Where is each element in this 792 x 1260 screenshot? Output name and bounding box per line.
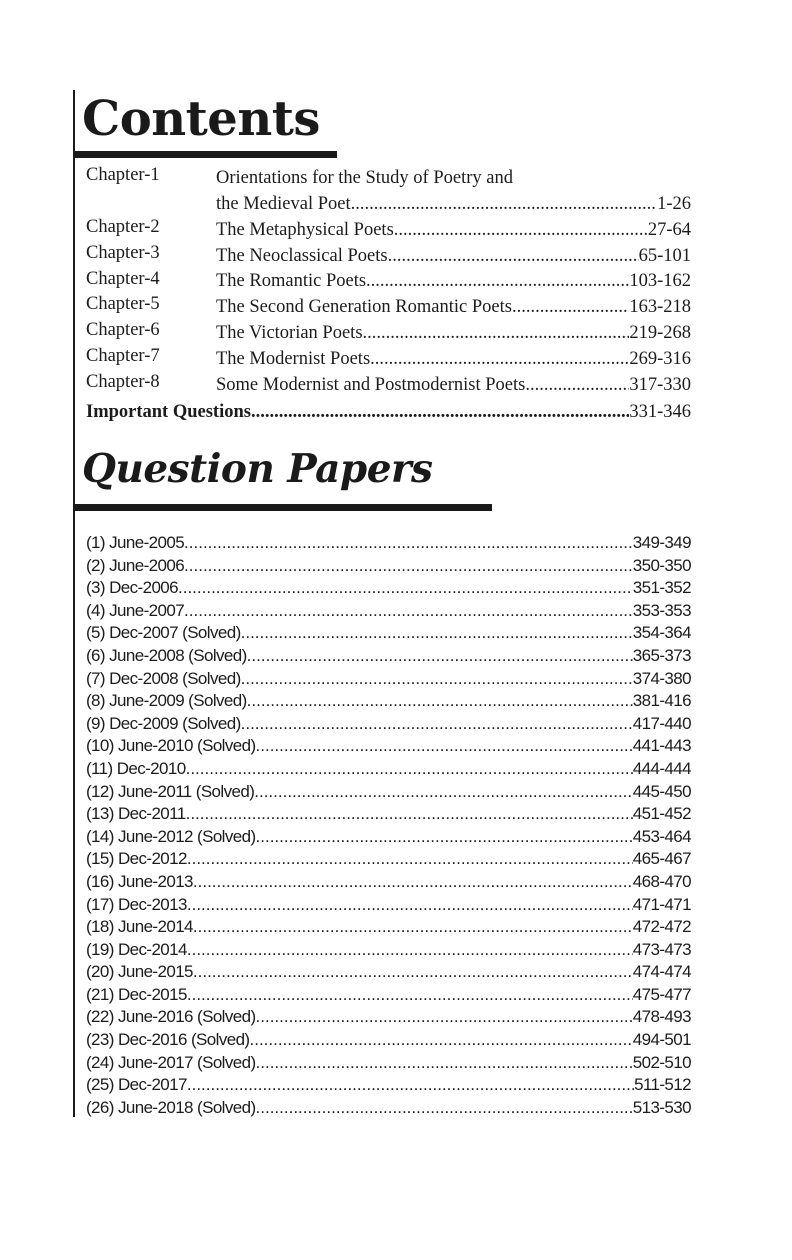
question-paper-pages: 474-474 xyxy=(632,962,691,982)
chapter-label: Chapter-3 xyxy=(86,242,160,263)
chapter-title-block xyxy=(216,241,691,267)
chapter-title-block xyxy=(216,370,691,396)
important-questions-label: Important Questions xyxy=(86,402,251,422)
dot-leader xyxy=(363,323,630,344)
question-paper-entry[interactable] xyxy=(86,779,691,802)
chapter-title-block xyxy=(216,344,691,370)
dot-leader xyxy=(187,1075,634,1095)
question-paper-label: (22) June-2016 (Solved) xyxy=(86,1007,256,1027)
question-paper-label: (6) June-2008 (Solved) xyxy=(86,645,247,665)
chapter-title: The Victorian Poets xyxy=(216,323,363,344)
chapter-title-block xyxy=(216,318,691,344)
question-paper-label: (21) Dec-2015 xyxy=(86,984,187,1004)
question-paper-entry[interactable] xyxy=(86,666,691,689)
chapter-title: Orientations for the Study of Poetry and xyxy=(216,167,513,188)
question-paper-pages: 502-510 xyxy=(632,1052,691,1072)
dot-leader xyxy=(178,578,633,598)
dot-leader xyxy=(256,1053,633,1073)
question-paper-label: (9) Dec-2009 (Solved) xyxy=(86,713,241,733)
question-paper-label: (15) Dec-2012 xyxy=(86,849,187,869)
question-paper-pages: 441-443 xyxy=(632,736,691,756)
chapter-title: The Neoclassical Poets xyxy=(216,245,388,266)
dot-leader xyxy=(187,940,633,960)
chapter-title-line xyxy=(216,215,691,241)
chapter-entry[interactable] xyxy=(86,292,691,318)
question-paper-label: (2) June-2006 xyxy=(86,555,185,575)
question-paper-label: (19) Dec-2014 xyxy=(86,939,187,959)
chapter-title-line xyxy=(216,241,691,267)
question-paper-label: (20) June-2015 xyxy=(86,962,193,982)
question-paper-entry[interactable] xyxy=(86,621,691,644)
question-paper-entry[interactable] xyxy=(86,937,691,960)
dot-leader xyxy=(184,601,633,621)
dot-leader xyxy=(187,849,633,869)
question-paper-entry[interactable] xyxy=(86,576,691,599)
question-paper-entry[interactable] xyxy=(86,982,691,1005)
chapter-title-line xyxy=(216,163,691,189)
chapter-title-line xyxy=(216,189,691,215)
question-paper-pages: 349-349 xyxy=(632,533,691,552)
question-paper-pages: 350-350 xyxy=(632,555,691,575)
dot-leader xyxy=(251,402,629,423)
question-paper-pages: 478-493 xyxy=(632,1007,691,1027)
chapter-pages: 65-101 xyxy=(638,245,691,266)
chapter-title-block xyxy=(216,292,691,318)
question-paper-pages: 494-501 xyxy=(632,1030,691,1050)
question-paper-label: (17) Dec-2013 xyxy=(86,894,187,914)
question-paper-entry[interactable] xyxy=(86,869,691,892)
dot-leader xyxy=(247,691,633,711)
dot-leader xyxy=(254,782,633,802)
chapter-entry[interactable] xyxy=(86,370,691,396)
question-paper-pages: 417-440 xyxy=(632,713,691,733)
question-paper-pages: 353-353 xyxy=(632,600,691,620)
chapter-list xyxy=(86,163,691,396)
question-paper-label: (4) June-2007 xyxy=(86,600,185,620)
dot-leader xyxy=(512,297,629,318)
question-paper-label: (3) Dec-2006 xyxy=(86,578,179,598)
dot-leader xyxy=(187,985,633,1005)
question-paper-label: (24) June-2017 (Solved) xyxy=(86,1052,256,1072)
dot-leader xyxy=(388,246,639,267)
question-paper-pages: 365-373 xyxy=(632,645,691,665)
dot-leader xyxy=(241,669,633,689)
dot-leader xyxy=(351,194,657,215)
chapter-pages: 269-316 xyxy=(629,349,691,370)
dot-leader xyxy=(250,1030,633,1050)
question-papers-heading: Question Papers xyxy=(82,446,433,492)
dot-leader xyxy=(247,646,633,666)
question-paper-label: (26) June-2018 (Solved) xyxy=(86,1097,256,1117)
contents-heading-underline xyxy=(75,151,337,158)
question-paper-pages: 513-530 xyxy=(632,1097,691,1117)
dot-leader xyxy=(184,533,633,553)
question-paper-entry[interactable] xyxy=(86,1050,691,1073)
dot-leader xyxy=(366,271,629,292)
chapter-title-line xyxy=(216,370,691,396)
question-paper-label: (23) Dec-2016 (Solved) xyxy=(86,1030,250,1050)
chapter-entry[interactable] xyxy=(86,215,691,241)
question-paper-entry[interactable] xyxy=(86,915,691,938)
question-paper-label: (18) June-2014 xyxy=(86,917,193,937)
dot-leader xyxy=(256,827,633,847)
question-paper-pages: 351-352 xyxy=(632,578,691,598)
chapter-title-line xyxy=(216,318,691,344)
chapter-label: Chapter-5 xyxy=(86,294,160,315)
chapter-label: Chapter-8 xyxy=(86,372,160,393)
chapter-title: The Second Generation Romantic Poets xyxy=(216,297,512,318)
contents-heading: Contents xyxy=(82,91,320,147)
dot-leader xyxy=(193,917,633,937)
dot-leader xyxy=(187,895,633,915)
question-paper-pages: 472-472 xyxy=(632,917,691,937)
dot-leader xyxy=(525,375,629,396)
question-paper-label: (10) June-2010 (Solved) xyxy=(86,736,256,756)
dot-leader xyxy=(184,556,633,576)
chapter-pages: 163-218 xyxy=(629,297,691,318)
dot-leader xyxy=(256,1007,633,1027)
question-paper-entry[interactable] xyxy=(86,689,691,712)
question-paper-label: (14) June-2012 (Solved) xyxy=(86,826,256,846)
question-paper-entry[interactable] xyxy=(86,643,691,666)
question-paper-pages: 381-416 xyxy=(632,691,691,711)
chapter-pages: 103-162 xyxy=(629,271,691,292)
chapter-title: The Modernist Poets xyxy=(216,349,371,370)
question-paper-pages: 453-464 xyxy=(632,826,691,846)
chapter-title-block xyxy=(216,215,691,241)
question-paper-entry[interactable] xyxy=(86,1095,691,1118)
question-paper-list xyxy=(86,520,691,1118)
question-paper-entry[interactable] xyxy=(86,892,691,915)
question-paper-label: (25) Dec-2017 xyxy=(86,1075,187,1095)
chapter-title-block xyxy=(216,267,691,293)
question-paper-pages: 444-444 xyxy=(632,758,691,778)
question-paper-label: (13) Dec-2011 xyxy=(86,804,186,824)
question-papers-heading-underline xyxy=(75,504,492,511)
chapter-entry[interactable] xyxy=(86,267,691,293)
question-paper-entry[interactable] xyxy=(86,553,691,576)
chapter-title-block xyxy=(216,163,691,215)
question-paper-label: (11) Dec-2010 xyxy=(86,758,186,778)
chapter-entry[interactable] xyxy=(86,318,691,344)
question-paper-entry[interactable] xyxy=(86,1005,691,1028)
question-paper-entry[interactable] xyxy=(86,598,691,621)
question-paper-label: (12) June-2011 (Solved) xyxy=(86,781,255,801)
dot-leader xyxy=(193,872,633,892)
important-questions-entry[interactable] xyxy=(86,397,691,423)
question-paper-entry[interactable] xyxy=(86,824,691,847)
question-paper-entry[interactable] xyxy=(86,756,691,779)
chapter-title-line xyxy=(216,267,691,293)
chapter-title: the Medieval Poet xyxy=(216,193,351,214)
chapter-pages: 27-64 xyxy=(647,219,691,240)
left-margin-rule xyxy=(73,90,75,1117)
dot-leader xyxy=(370,349,629,370)
dot-leader xyxy=(241,623,633,643)
question-paper-label: (5) Dec-2007 (Solved) xyxy=(86,623,241,643)
question-paper-entry[interactable] xyxy=(86,802,691,825)
question-paper-entry[interactable] xyxy=(86,1073,691,1096)
important-questions-pages: 331-346 xyxy=(629,402,691,422)
question-paper-pages: 511-512 xyxy=(634,1075,691,1095)
question-paper-pages: 465-467 xyxy=(632,849,691,869)
question-paper-pages: 445-450 xyxy=(632,781,691,801)
chapter-entry[interactable] xyxy=(86,241,691,267)
chapter-pages: 1-26 xyxy=(657,193,691,214)
chapter-label: Chapter-7 xyxy=(86,346,160,367)
chapter-title-line xyxy=(216,344,691,370)
question-paper-pages: 475-477 xyxy=(632,984,691,1004)
chapter-entry[interactable] xyxy=(86,163,691,215)
dot-leader xyxy=(394,220,648,241)
chapter-label: Chapter-4 xyxy=(86,268,160,289)
chapter-entry[interactable] xyxy=(86,344,691,370)
chapter-pages: 317-330 xyxy=(629,375,691,396)
question-paper-entry[interactable] xyxy=(86,734,691,757)
chapter-pages: 219-268 xyxy=(629,323,691,344)
question-paper-entry[interactable] xyxy=(86,520,691,553)
dot-leader xyxy=(256,1098,633,1118)
question-paper-entry[interactable] xyxy=(86,711,691,734)
question-paper-entry[interactable] xyxy=(86,960,691,983)
chapter-label: Chapter-1 xyxy=(86,165,160,185)
question-paper-label: (1) June-2005 xyxy=(86,533,185,552)
chapter-title-line xyxy=(216,292,691,318)
question-paper-label: (8) June-2009 (Solved) xyxy=(86,691,247,711)
question-paper-pages: 468-470 xyxy=(632,871,691,891)
chapter-title: The Metaphysical Poets xyxy=(216,219,394,240)
dot-leader xyxy=(256,736,633,756)
dot-leader xyxy=(186,759,633,779)
question-paper-label: (7) Dec-2008 (Solved) xyxy=(86,668,241,688)
question-paper-pages: 451-452 xyxy=(632,804,691,824)
chapter-label: Chapter-6 xyxy=(86,320,160,341)
chapter-title: Some Modernist and Postmodernist Poets xyxy=(216,375,526,396)
chapter-label: Chapter-2 xyxy=(86,216,160,237)
question-paper-label: (16) June-2013 xyxy=(86,871,193,891)
question-paper-pages: 374-380 xyxy=(632,668,691,688)
dot-leader xyxy=(193,962,633,982)
question-paper-pages: 473-473 xyxy=(632,939,691,959)
question-paper-entry[interactable] xyxy=(86,1027,691,1050)
chapter-title: The Romantic Poets xyxy=(216,271,367,292)
dot-leader xyxy=(241,714,633,734)
question-paper-pages: 354-364 xyxy=(632,623,691,643)
question-paper-pages: 471-471 xyxy=(632,894,691,914)
question-paper-entry[interactable] xyxy=(86,847,691,870)
dot-leader xyxy=(186,804,633,824)
